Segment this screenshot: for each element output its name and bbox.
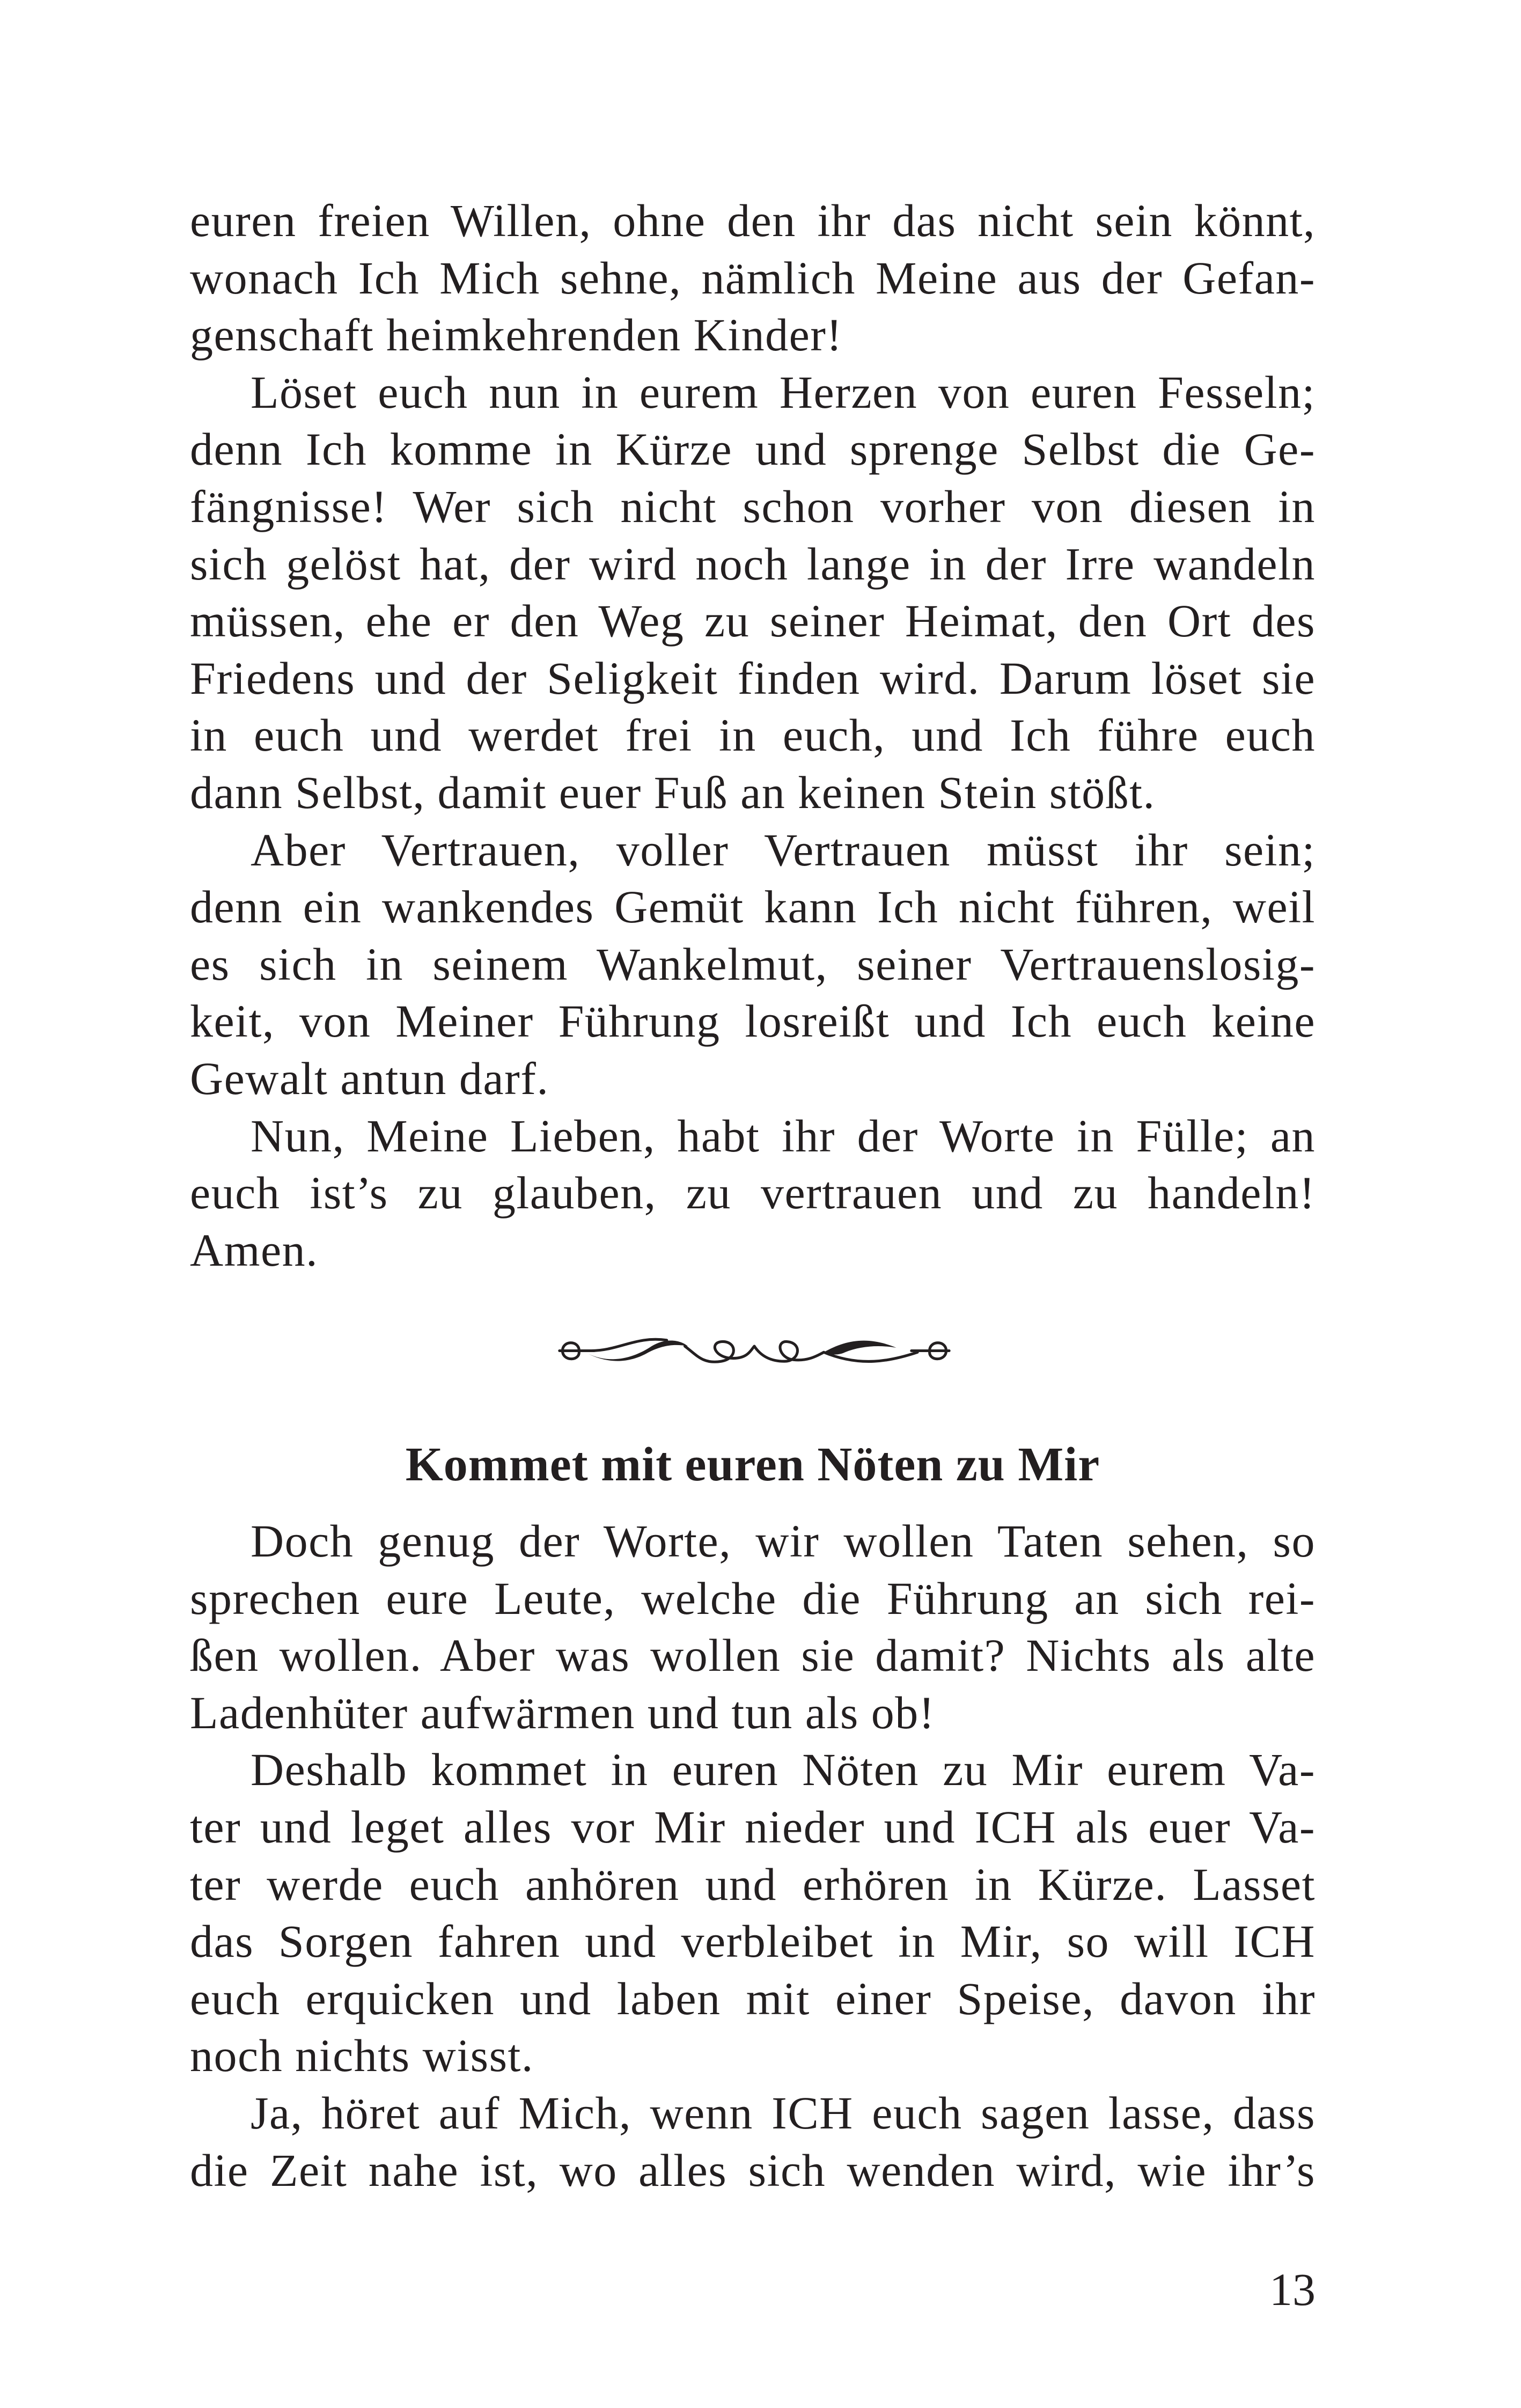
text-line: Löset euch nun in eurem Herzen von euren Fesseln; — [251, 366, 1316, 418]
paragraph — [190, 364, 1316, 821]
paragraph — [190, 1513, 1316, 1741]
text-line: müssen, ehe er den Weg zu seiner Heimat, den Ort des — [190, 595, 1316, 647]
text-line: euch erquicken und laben mit einer Speise, davon ihr — [190, 1972, 1316, 2024]
text-line: Deshalb kommet in euren Nöten zu Mir eurem Va- — [251, 1744, 1316, 1796]
body-text-section-2 — [190, 1513, 1316, 2199]
page-number: 13 — [1269, 2264, 1316, 2315]
text-line: ßen wollen. Aber was wollen sie damit? Nichts als alte — [190, 1629, 1316, 1682]
text-line: Doch genug der Worte, wir wollen Taten sehen, so — [251, 1515, 1316, 1567]
text-line: denn Ich komme in Kürze und sprenge Selbst die Ge- — [190, 423, 1316, 475]
text-line: das Sorgen fahren und verbleibet in Mir, so will ICH — [190, 1915, 1316, 1967]
flourish-divider-icon — [558, 1328, 951, 1374]
paragraph — [190, 2084, 1316, 2199]
text-line: in euch und werdet frei in euch, und Ich führe euch — [190, 709, 1316, 761]
text-line: ter und leget alles vor Mir nieder und ICH als euer Va- — [190, 1801, 1316, 1853]
body-text-section-1 — [190, 192, 1316, 1279]
paragraph — [190, 1107, 1316, 1279]
text-line: sich gelöst hat, der wird noch lange in der Irre wandeln — [190, 538, 1316, 590]
text-line: fängnisse! Wer sich nicht schon vorher von diesen in — [190, 480, 1316, 532]
text-line: euch ist’s zu glauben, zu vertrauen und zu handeln! — [190, 1167, 1316, 1219]
text-line: Friedens und der Seligkeit finden wird. Darum löset sie — [190, 652, 1316, 704]
text-line: dann Selbst, damit euer Fuß an keinen Stein stößt. — [190, 766, 1156, 818]
text-line: Aber Vertrauen, voller Vertrauen müsst ihr sein; — [251, 824, 1316, 876]
text-line: Amen. — [190, 1224, 319, 1276]
text-line: wonach Ich Mich sehne, nämlich Meine aus der Gefan- — [190, 252, 1316, 304]
paragraph — [190, 821, 1316, 1107]
text-line: Gewalt antun darf. — [190, 1052, 549, 1104]
text-line: Ladenhüter aufwärmen und tun als ob! — [190, 1686, 935, 1738]
text-line: Ja, höret auf Mich, wenn ICH euch sagen lasse, dass — [251, 2087, 1316, 2139]
text-line: noch nichts wisst. — [190, 2030, 534, 2082]
text-line: ter werde euch anhören und erhören in Kürze. Lasset — [190, 1858, 1316, 1910]
text-line: sprechen eure Leute, welche die Führung an sich rei- — [190, 1572, 1316, 1624]
text-line: genschaft heimkehrenden Kinder! — [190, 309, 843, 361]
text-line: Nun, Meine Lieben, habt ihr der Worte in Fülle; an — [251, 1110, 1316, 1162]
text-line: keit, von Meiner Führung losreißt und Ich euch keine — [190, 995, 1316, 1047]
paragraph — [190, 1741, 1316, 2084]
text-line: die Zeit nahe ist, wo alles sich wenden wird, wie ihr’s — [190, 2144, 1316, 2196]
text-line: euren freien Willen, ohne den ihr das nicht sein könnt, — [190, 195, 1316, 246]
text-line: denn ein wankendes Gemüt kann Ich nicht führen, weil — [190, 881, 1316, 933]
text-line: es sich in seinem Wankelmut, seiner Vertrauenslosig- — [190, 938, 1316, 990]
ornament-divider — [558, 1328, 951, 1374]
paragraph — [190, 192, 1316, 364]
section-heading: Kommet mit euren Nöten zu Mir — [405, 1438, 1100, 1491]
